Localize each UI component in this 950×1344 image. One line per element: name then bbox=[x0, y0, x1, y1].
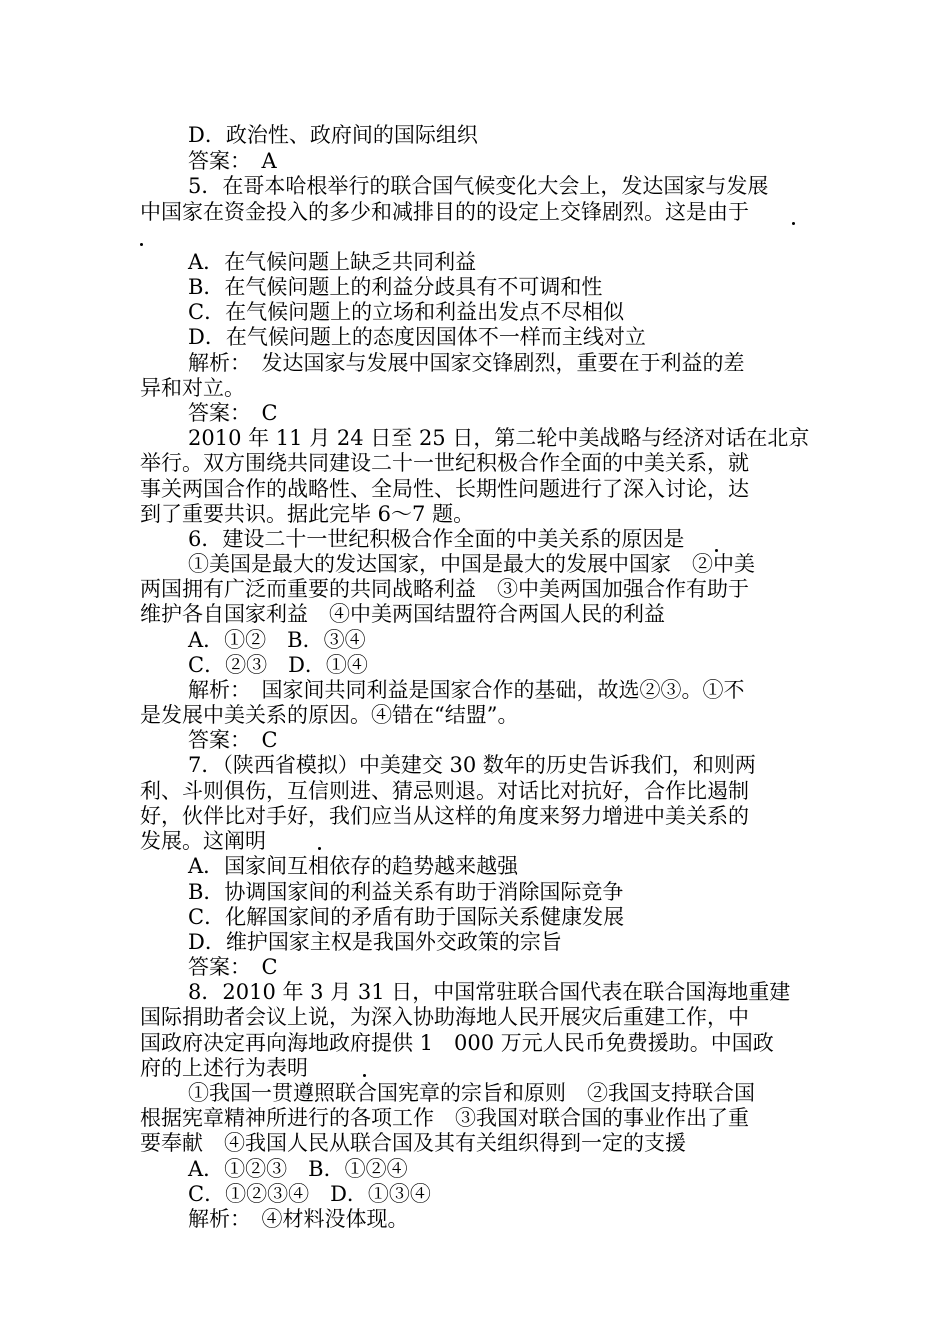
answer-q5: 答案： C bbox=[188, 401, 278, 425]
option-d-q7: D．维护国家主权是我国外交政策的宗旨 bbox=[188, 930, 562, 954]
question-8-items-cont: 要奉献 ④我国人民从联合国及其有关组织得到一定的支援 bbox=[140, 1131, 686, 1155]
question-6-items-cont: 两国拥有广泛而重要的共同战略利益 ③中美两国加强合作有助于 bbox=[140, 577, 749, 601]
question-8-items-cont: 根据宪章精神所进行的各项工作 ③我国对联合国的事业作出了重 bbox=[140, 1106, 749, 1130]
question-7-stem-cont: 发展。这阐明 bbox=[140, 829, 266, 853]
answer-q4: 答案： A bbox=[188, 149, 277, 173]
material-paragraph-cont: 举行。双方围绕共同建设二十一世纪积极合作全面的中美关系，就 bbox=[140, 451, 749, 475]
blank-mark bbox=[140, 243, 143, 246]
question-8-stem: 8．2010 年 3 月 31 日，中国常驻联合国代表在联合国海地重建 bbox=[188, 980, 791, 1004]
question-8-stem-cont: 府的上述行为表明 bbox=[140, 1056, 308, 1080]
options-cd-q8: C．①②③④ D．①③④ bbox=[188, 1182, 431, 1206]
option-d-q4: D．政治性、政府间的国际组织 bbox=[188, 123, 478, 147]
answer-q6: 答案： C bbox=[188, 728, 278, 752]
option-c-q5: C．在气候问题上的立场和利益出发点不尽相似 bbox=[188, 300, 625, 324]
question-8-items: ①我国一贯遵照联合国宪章的宗旨和原则 ②我国支持联合国 bbox=[188, 1081, 755, 1105]
material-paragraph: 2010 年 11 月 24 日至 25 日，第二轮中美战略与经济对话在北京 bbox=[188, 426, 810, 450]
answer-q7: 答案： C bbox=[188, 955, 278, 979]
question-7-stem-cont: 好，伙伴比对手好，我们应当从这样的角度来努力增进中美关系的 bbox=[140, 804, 749, 828]
analysis-q8: 解析： ④材料没体现。 bbox=[188, 1207, 409, 1231]
options-cd-q6: C．②③ D．①④ bbox=[188, 653, 368, 677]
emphasis-dot bbox=[318, 847, 321, 850]
question-6-items: ①美国是最大的发达国家，中国是最大的发展中国家 ②中美 bbox=[188, 552, 755, 576]
material-paragraph-cont: 到了重要共识。据此完毕 6～7 题。 bbox=[140, 502, 475, 526]
option-a-q7: A．国家间互相依存的趋势越来越强 bbox=[188, 854, 519, 878]
option-b-q5: B．在气候问题上的利益分歧具有不可调和性 bbox=[188, 275, 603, 299]
options-ab-q8: A．①②③ B．①②④ bbox=[188, 1157, 408, 1181]
emphasis-dot bbox=[792, 222, 795, 225]
option-b-q7: B．协调国家间的利益关系有助于消除国际竞争 bbox=[188, 880, 624, 904]
emphasis-dot bbox=[363, 1074, 366, 1077]
question-8-stem-cont: 国际捐助者会议上说，为深入协助海地人民开展灾后重建工作，中 bbox=[140, 1005, 749, 1029]
question-7-stem: 7．（陕西省模拟）中美建交 30 数年的历史告诉我们，和则两 bbox=[188, 753, 756, 777]
option-a-q5: A．在气候问题上缺乏共同利益 bbox=[188, 250, 477, 274]
question-8-stem-cont: 国政府决定再向海地政府提供 1 000 万元人民币免费援助。中国政 bbox=[140, 1031, 774, 1055]
option-d-q5: D．在气候问题上的态度因国体不一样而主线对立 bbox=[188, 325, 646, 349]
question-5-stem-cont: 中国家在资金投入的多少和减排目的的设定上交锋剧烈。这是由于 bbox=[140, 200, 749, 224]
question-6-stem: 6．建设二十一世纪积极合作全面的中美关系的原因是 bbox=[188, 527, 685, 551]
question-5-stem: 5．在哥本哈根举行的联合国气候变化大会上，发达国家与发展 bbox=[188, 174, 769, 198]
option-c-q7: C．化解国家间的矛盾有助于国际关系健康发展 bbox=[188, 905, 625, 929]
material-paragraph-cont: 事关两国合作的战略性、全局性、长期性问题进行了深入讨论，达 bbox=[140, 477, 749, 501]
options-ab-q6: A．①② B．③④ bbox=[188, 628, 366, 652]
question-7-stem-cont: 利、斗则俱伤，互信则进、猜忌则退。对话比对抗好，合作比遏制 bbox=[140, 779, 749, 803]
question-6-items-cont: 维护各自国家利益 ④中美两国结盟符合两国人民的利益 bbox=[140, 602, 665, 626]
analysis-q5-cont: 异和对立。 bbox=[140, 376, 245, 400]
analysis-q5: 解析： 发达国家与发展中国家交锋剧烈，重要在于利益的差 bbox=[188, 351, 745, 375]
analysis-q6: 解析： 国家间共同利益是国家合作的基础，故选②③。①不 bbox=[188, 678, 745, 702]
analysis-q6-cont: 是发展中美关系的原因。④错在“结盟”。 bbox=[140, 703, 519, 727]
